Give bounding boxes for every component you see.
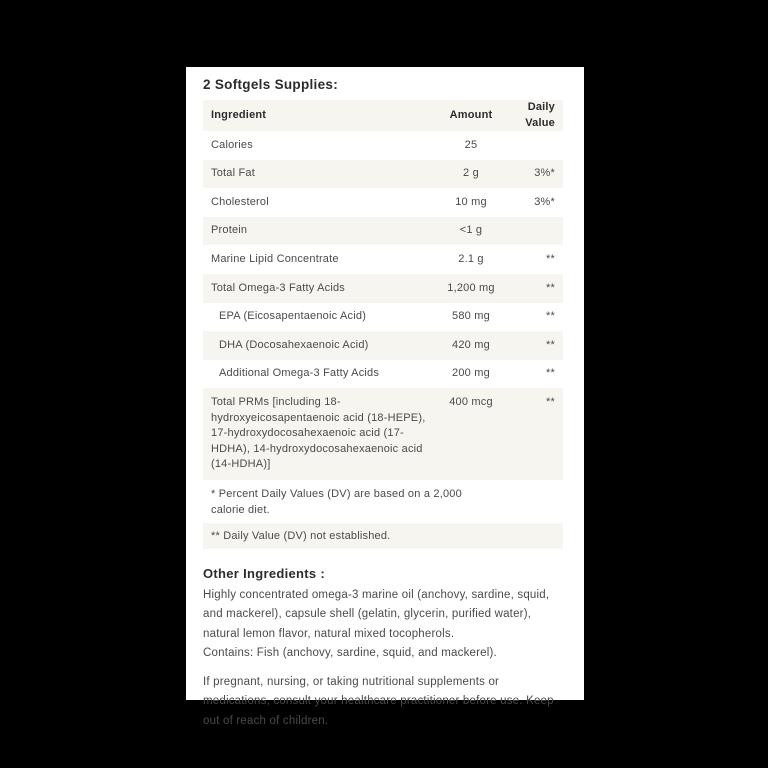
table-body: [203, 131, 563, 480]
column-header-daily-value: Daily Value: [525, 101, 555, 129]
amount-cell: 1,200 mg: [447, 281, 495, 294]
supplement-facts-table: [203, 100, 563, 549]
footnote-dv-line-1: * Percent Daily Values (DV) are based on a 2,000: [211, 487, 462, 500]
ingredient-cell: EPA (Eicosapentaenoic Acid): [219, 310, 367, 323]
amount-cell: 420 mg: [452, 338, 490, 351]
ingredient-cell: DHA (Docosahexaenoic Acid): [219, 338, 369, 351]
daily-value-cell: **: [546, 310, 555, 323]
footnote-not-established: ** Daily Value (DV) not established.: [203, 523, 563, 549]
amount-cell: 10 mg: [455, 195, 487, 208]
table-row: [203, 360, 563, 389]
ingredient-cell: Additional Omega-3 Fatty Acids: [219, 367, 380, 380]
table-row: [203, 331, 563, 360]
ingredient-cell: Total Omega-3 Fatty Acids: [211, 281, 345, 294]
daily-value-cell: **: [546, 252, 555, 265]
ingredient-cell: Total PRMs [including 18-hydroxyeicosapentaenoic acid (18-HEPE), 17-hydroxydocosahexaenoic acid (17-HDHA), 14-hydroxydocosahexaenoic acid (14-HDHA)]: [211, 396, 426, 471]
table-row: [203, 131, 563, 160]
table-header-row: [203, 100, 563, 131]
footnote-percent-daily-values: [203, 480, 563, 523]
table-row: [203, 274, 563, 303]
daily-value-cell: **: [546, 396, 555, 409]
daily-value-cell: **: [546, 367, 555, 380]
column-header-ingredient: Ingredient: [211, 108, 267, 121]
ingredient-cell: Protein: [211, 224, 248, 237]
table-row: [203, 160, 563, 189]
amount-cell: 2.1 g: [458, 252, 484, 265]
amount-cell: 2 g: [463, 167, 479, 180]
table-row: [203, 188, 563, 217]
table-row: [203, 303, 563, 332]
daily-value-cell: **: [546, 281, 555, 294]
contains-statement: Contains: Fish (anchovy, sardine, squid, and mackerel).: [203, 647, 497, 660]
other-ingredients-body: Highly concentrated omega-3 marine oil (anchovy, sardine, squid, and mackerel), capsule shell (gelatin, glycerin, purified water), natural lemon flavor, natural mixed tocopherols.: [203, 588, 550, 640]
supplement-label-card: [186, 67, 584, 727]
footnote-dv-line-2: calorie diet.: [211, 503, 270, 516]
ingredient-cell: Total Fat: [211, 167, 255, 180]
ingredient-cell: Marine Lipid Concentrate: [211, 252, 339, 265]
table-row: [203, 388, 563, 480]
amount-cell: 580 mg: [452, 310, 490, 323]
table-row: [203, 217, 563, 246]
daily-value-cell: 3%*: [534, 167, 555, 180]
other-ingredients-heading: Other Ingredients :: [203, 565, 325, 581]
amount-cell: 25: [464, 138, 478, 151]
amount-cell: <1 g: [459, 224, 483, 237]
table-row: [203, 245, 563, 274]
other-ingredients-paragraph: [203, 586, 565, 664]
amount-cell: 400 mcg: [449, 396, 493, 409]
ingredient-cell: Calories: [211, 138, 253, 151]
daily-value-cell: **: [546, 338, 555, 351]
column-header-amount: Amount: [449, 108, 493, 121]
pregnancy-warning-text: If pregnant, nursing, or taking nutritional supplements or medications, consult your healthcare practitioner before use. Keep out of reach of children.: [203, 675, 554, 727]
ingredient-cell: Cholesterol: [211, 195, 269, 208]
daily-value-cell: 3%*: [534, 195, 555, 208]
amount-cell: 200 mg: [452, 367, 490, 380]
serving-size-title: 2 Softgels Supplies:: [203, 77, 339, 92]
